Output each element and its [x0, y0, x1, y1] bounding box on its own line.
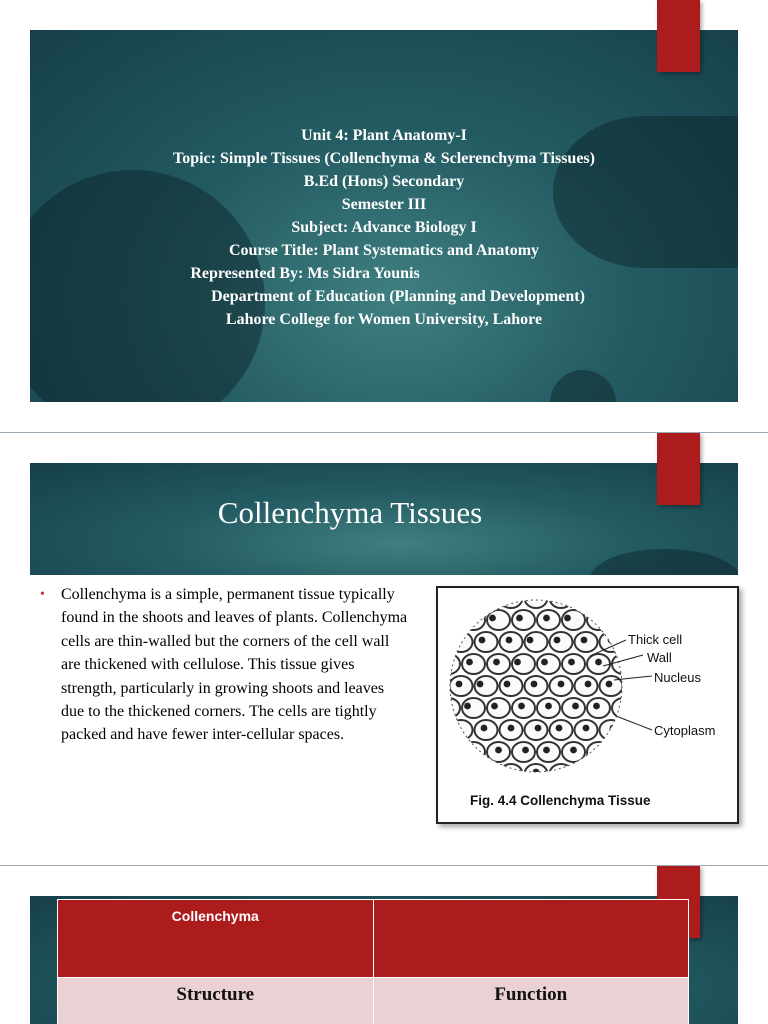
tissue-cell [487, 698, 510, 718]
label-thick-cell: Thick cell [628, 632, 683, 647]
program-line: B.Ed (Hons) Secondary [303, 173, 465, 190]
tissue-cell [612, 654, 635, 674]
cell-nucleus [468, 615, 475, 622]
slide-comparison-table [0, 866, 768, 1024]
cell-nucleus [456, 681, 463, 688]
bullet-item [40, 583, 410, 747]
department-line: Department of Education (Planning and Development) [211, 288, 585, 305]
cell-nucleus [527, 637, 534, 644]
figure-caption: Fig. 4.4 Collenchyma Tissue [470, 793, 651, 808]
cell-nucleus [516, 615, 523, 622]
slide-title [0, 0, 768, 432]
label-nucleus: Nucleus [654, 670, 701, 685]
tissue-cell [512, 610, 535, 630]
cell-nucleus [570, 747, 577, 754]
cell-nucleus [564, 615, 571, 622]
cell-nucleus [481, 725, 488, 732]
slide-heading: Collenchyma Tissues [217, 495, 483, 530]
cell-nucleus [554, 637, 561, 644]
decor-circle [550, 370, 616, 402]
cell-nucleus [595, 659, 602, 666]
tissue-cell [462, 654, 485, 674]
cell-nucleus [597, 747, 604, 754]
tissue-cell [438, 698, 460, 718]
tissue-cell [500, 588, 523, 608]
tissue-cell [462, 742, 485, 762]
cell-nucleus [491, 703, 498, 710]
cell-nucleus [572, 703, 579, 710]
tissue-cell [600, 720, 623, 740]
cell-nucleus [585, 681, 592, 688]
label-cytoplasm: Cytoplasm [654, 723, 716, 738]
cell-nucleus [529, 593, 536, 600]
bullet-dot-icon: • [40, 587, 45, 602]
cell-nucleus [508, 725, 515, 732]
cell-nucleus [502, 593, 509, 600]
cell-nucleus [506, 769, 513, 776]
column-structure: Structure [58, 978, 374, 1024]
heading-banner [30, 463, 738, 575]
cell-nucleus [558, 681, 565, 688]
cell-nucleus [620, 703, 627, 710]
column-function: Function [373, 978, 689, 1024]
tissue-cell [438, 654, 460, 674]
course-line: Course Title: Plant Systematics and Anatomy [228, 242, 540, 259]
cell-nucleus [556, 725, 563, 732]
semester-line: Semester III [341, 196, 427, 213]
cell-nucleus [477, 681, 484, 688]
cell-nucleus [514, 659, 521, 666]
red-accent-tab [657, 0, 700, 72]
presenter-line: Represented By: Ms Sidra Younis [190, 265, 420, 282]
table-column-row [58, 978, 689, 1024]
slide-collenchyma [0, 433, 768, 865]
cell-nucleus [443, 703, 450, 710]
cell-nucleus [522, 747, 529, 754]
cell-nucleus [493, 659, 500, 666]
title-banner [30, 30, 738, 402]
tissue-cell [500, 676, 523, 696]
cell-nucleus [545, 703, 552, 710]
tissue-cell [587, 610, 610, 630]
cell-nucleus [581, 637, 588, 644]
label-wall: Wall [647, 650, 672, 665]
bullet-text: Collenchyma is a simple, permanent tissue typically found in the shoots and leaves of plants. Collenchyma cells are thin-walled but the corners of the cell wall are thickened with cellulose. This tissue gives strength, particularly in growing shoots and leaves due to the thickened corners. The cells are tightly packed and have fewer inter-cellular spaces. [61, 586, 408, 744]
red-accent-tab [657, 433, 700, 505]
cell-nucleus [439, 659, 446, 666]
cell-nucleus [583, 725, 590, 732]
tissue-cell [550, 764, 573, 784]
cell-nucleus [543, 615, 550, 622]
cell-nucleus [452, 637, 459, 644]
tissue-cell [537, 654, 560, 674]
tissue-cell [500, 764, 523, 784]
tissue-cell [450, 720, 473, 740]
header-cell-collenchyma: Collenchyma [58, 900, 374, 978]
tissue-cell [600, 632, 623, 652]
cell-nucleus [495, 747, 502, 754]
cell-nucleus [489, 615, 496, 622]
collenchyma-figure [436, 586, 739, 824]
tissue-cell [525, 588, 548, 608]
cell-nucleus [593, 703, 600, 710]
cell-nucleus [556, 593, 563, 600]
tissue-cell [525, 764, 548, 784]
cell-nucleus [468, 747, 475, 754]
collenchyma-table [57, 899, 689, 1024]
cell-nucleus [479, 637, 486, 644]
cell-nucleus [504, 681, 511, 688]
college-line: Lahore College for Women University, Lahore [225, 311, 543, 328]
tissue-cell [550, 588, 573, 608]
tissue-cell [612, 698, 635, 718]
decor-circle [590, 549, 738, 575]
cell-nucleus [531, 681, 538, 688]
cell-nucleus [610, 725, 617, 732]
cell-nucleus [606, 681, 613, 688]
cell-nucleus [560, 769, 567, 776]
title-text-block [30, 124, 738, 331]
cell-nucleus [454, 725, 461, 732]
cell-nucleus [466, 659, 473, 666]
tissue-cell [550, 632, 573, 652]
cell-nucleus [506, 637, 513, 644]
table-header-row [58, 900, 689, 978]
cell-nucleus [568, 659, 575, 666]
tissue-cell [475, 632, 498, 652]
cell-nucleus [535, 725, 542, 732]
cell-nucleus [518, 703, 525, 710]
cell-nucleus [533, 769, 540, 776]
cell-nucleus [541, 659, 548, 666]
tissue-cell [450, 632, 473, 652]
unit-line: Unit 4: Plant Anatomy-I [301, 127, 467, 144]
header-cell-empty [373, 900, 689, 978]
topic-line: Topic: Simple Tissues (Collenchyma & Sclerenchyma Tissues) [173, 150, 595, 167]
cell-nucleus [464, 703, 471, 710]
cell-nucleus [543, 747, 550, 754]
collenchyma-drawing [438, 588, 737, 822]
subject-line: Subject: Advance Biology I [291, 219, 477, 236]
